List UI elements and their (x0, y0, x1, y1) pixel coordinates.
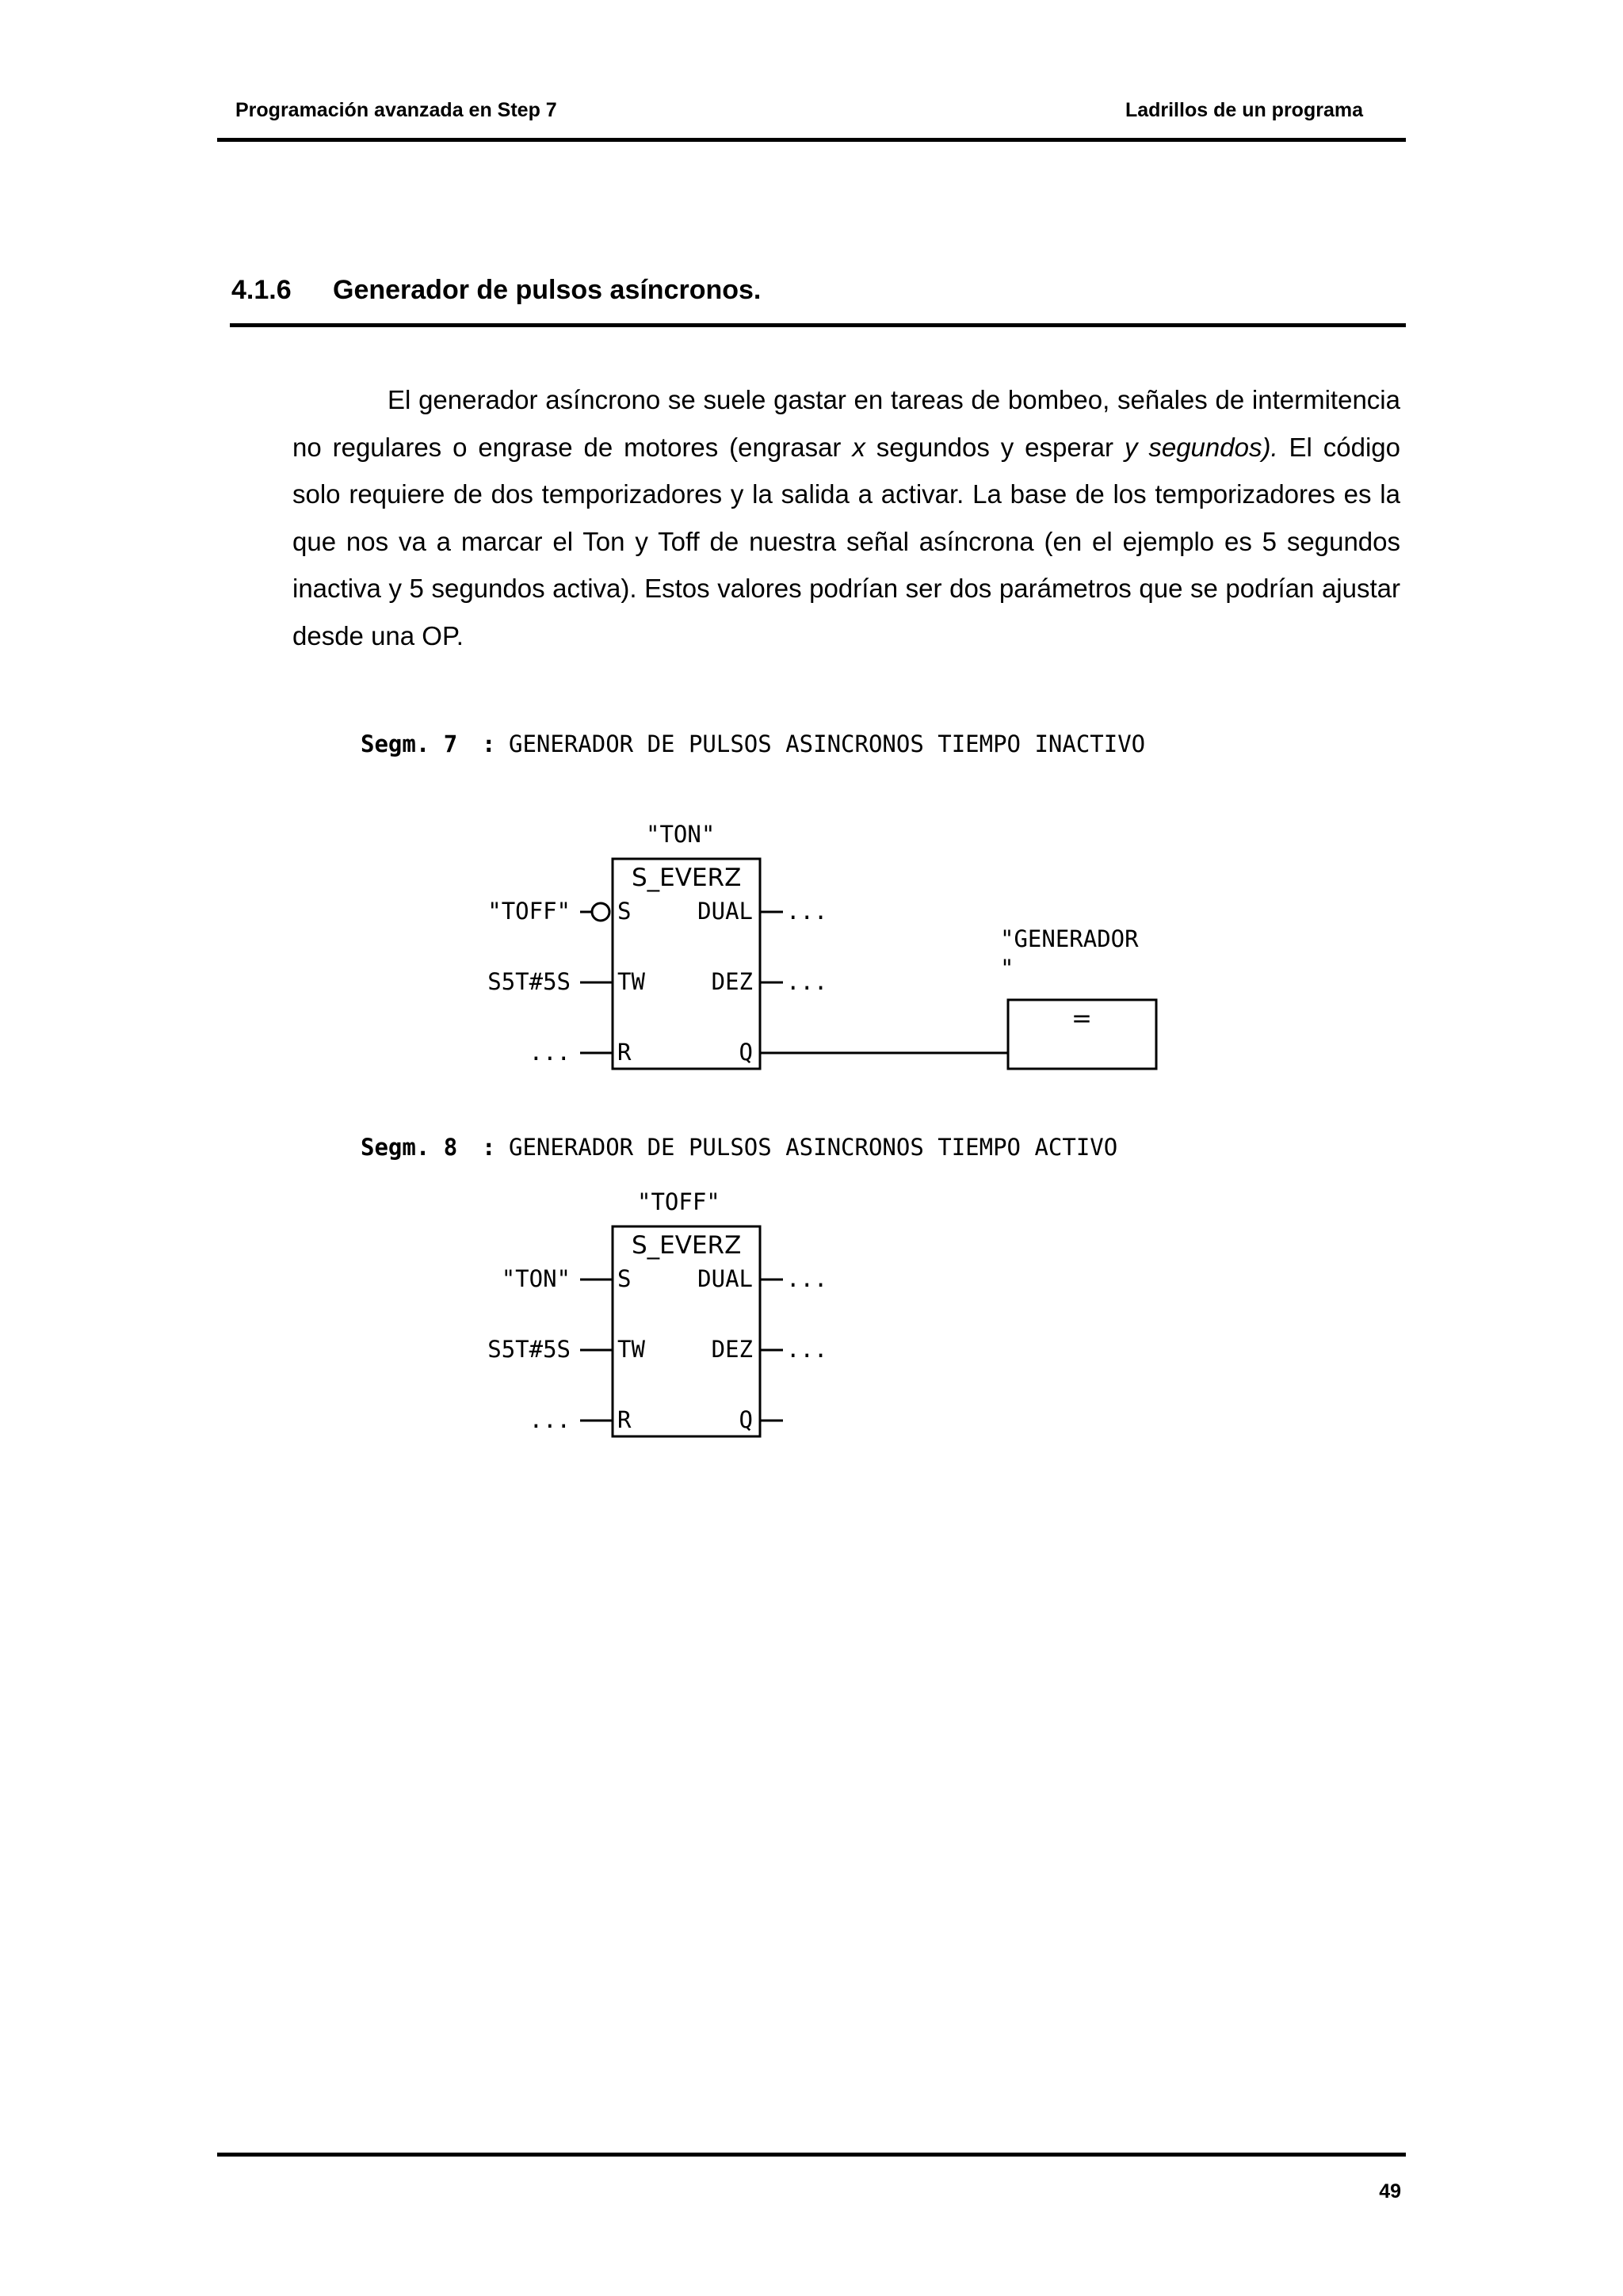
para-y: y segundos). (1124, 432, 1278, 462)
segm7-pin-s: S (617, 898, 632, 925)
segm8-pin-tw: TW (617, 1336, 645, 1363)
segm8-input-s: "TON" (501, 1265, 571, 1292)
segm8-colon: : (482, 1134, 496, 1161)
para-text-1: El generador asíncrono se suele gastar en tareas de bombeo, señales de intermitencia no regulares o engrase de motores (engrasar (292, 385, 1400, 462)
segm7-input-s: "TOFF" (487, 898, 571, 925)
segm8-label: Segm. 8 (361, 1134, 458, 1161)
header-left: Programación avanzada en Step 7 (235, 99, 557, 121)
segm8-pin-s: S (617, 1265, 632, 1292)
segm7-pin-tw: TW (617, 968, 645, 995)
para-text-3: El código solo requiere de dos temporizadores y la salida a activar. La base de los temporizadores es la que nos va a marcar el Ton y Toff de nuestra señal asíncrona (en el ejemplo es 5 segundos inactiva y 5 segundos activa). Estos valores podrían ser dos parámetros que se podrían ajustar desde una OP. (292, 432, 1401, 650)
segm8-pin-r: R (617, 1406, 632, 1433)
segm7-label: Segm. 7 (361, 730, 458, 757)
segm8-timer-name: "TOFF" (637, 1188, 720, 1215)
segm7-block-type: S_EVERZ (632, 864, 742, 892)
segm8-output-dual: ... (786, 1265, 828, 1292)
para-x: x (852, 432, 865, 462)
segm8-output-dez: ... (786, 1336, 828, 1363)
segm7-input-r: ... (529, 1039, 571, 1066)
section-title: Generador de pulsos asíncronos. (333, 275, 762, 305)
segm8-pin-q: Q (739, 1406, 753, 1433)
segm7-input-tw: S5T#5S (487, 968, 571, 995)
segm7-title: GENERADOR DE PULSOS ASINCRONOS TIEMPO INACTIVO (509, 730, 1146, 757)
segm7-coil-name-2: " (1000, 955, 1014, 982)
segm8-input-tw: S5T#5S (487, 1336, 571, 1363)
para-text-2: segundos y esperar (865, 432, 1125, 462)
segm7-negation-circle (592, 903, 609, 921)
page-number: 49 (1379, 2180, 1401, 2203)
segm7-pin-q: Q (739, 1039, 753, 1066)
header-right: Ladrillos de un programa (1125, 99, 1363, 121)
segm7-colon: : (482, 730, 496, 757)
segm8-block-type: S_EVERZ (632, 1231, 742, 1260)
segm7-coil-name-1: "GENERADOR (1000, 925, 1139, 952)
segm8-pin-dual: DUAL (697, 1265, 753, 1292)
segm7-output-dez: ... (786, 968, 828, 995)
segm7-pin-dual: DUAL (697, 898, 753, 925)
segm7-pin-dez: DEZ (711, 968, 753, 995)
segm8-pin-dez: DEZ (711, 1336, 753, 1363)
segm7-coil-symbol: = (1071, 1005, 1092, 1033)
segment-8 (361, 1134, 1117, 1436)
footer-rule (217, 2153, 1406, 2157)
segment-7 (361, 730, 1156, 1069)
segm8-input-r: ... (529, 1406, 571, 1433)
segm8-title: GENERADOR DE PULSOS ASINCRONOS TIEMPO ACTIVO (509, 1134, 1118, 1161)
segm7-timer-name: "TON" (646, 821, 716, 848)
segm7-pin-r: R (617, 1039, 632, 1066)
segm7-output-dual: ... (786, 898, 828, 925)
section-number: 4.1.6 (231, 275, 292, 305)
